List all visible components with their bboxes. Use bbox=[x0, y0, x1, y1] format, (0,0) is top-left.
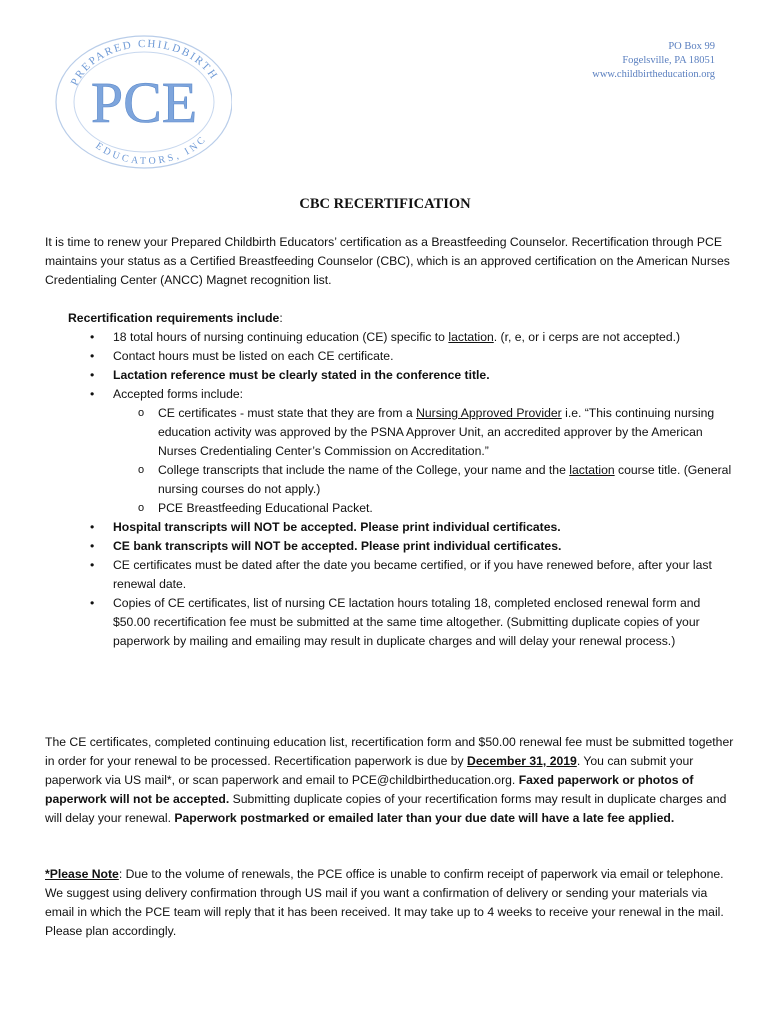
lactation-underlined: lactation bbox=[569, 463, 615, 477]
intro-paragraph: It is time to renew your Prepared Childbirth Educators’ certification as a Breastfeeding Counselor. Recertification through PCE maintains your status as a Certified Breastfeeding Counselor (CBC), which is an approved certification on the American Nurses Credentialing Center (ANCC) Magnet recognition list. bbox=[45, 235, 730, 287]
requirement-text: Hospital transcripts will NOT be accepted. Please print individual certificates. bbox=[113, 520, 561, 534]
accepted-forms-list bbox=[113, 404, 738, 518]
nursing-approved-provider-underlined: Nursing Approved Provider bbox=[416, 406, 562, 420]
requirement-item bbox=[68, 556, 738, 594]
accepted-form-item bbox=[113, 461, 738, 499]
pce-logo-graphic bbox=[52, 30, 232, 170]
accepted-form-text: course title. (General nursing courses do not apply.) bbox=[158, 463, 732, 496]
requirement-item bbox=[68, 347, 738, 366]
pce-logo bbox=[52, 30, 232, 170]
address-line-website: www.childbirtheducation.org bbox=[592, 69, 715, 80]
requirement-item bbox=[68, 518, 738, 537]
requirement-text: . (r, e, or i cerps are not accepted.) bbox=[493, 330, 681, 344]
accepted-form-text: College transcripts that include the name of the College, your name and the bbox=[158, 463, 570, 477]
note-text: : Due to the volume of renewals, the PCE office is unable to confirm receipt of paperwork via email or telephone. We suggest using delivery confirmation through US mail if you want a confirmation of delivery or sending your materials via email in which the PCE team will reply that it has been received. It may take up to 4 weeks to receive your renewal in the mail. Please plan accordingly. bbox=[45, 867, 724, 938]
late-fee-warning: Paperwork postmarked or emailed later than your due date will have a late fee applied. bbox=[174, 811, 675, 825]
note-label: *Please Note bbox=[45, 867, 119, 881]
requirements-heading-colon: : bbox=[279, 311, 283, 325]
address-line-city: Fogelsville, PA 18051 bbox=[622, 55, 715, 66]
fax-warning: Faxed paperwork or photos of paperwork will not be accepted. bbox=[45, 773, 694, 806]
accepted-form-text: PCE Breastfeeding Educational Packet. bbox=[158, 501, 373, 515]
accepted-form-item bbox=[113, 499, 738, 518]
requirements-list bbox=[68, 328, 738, 651]
address-block bbox=[592, 40, 715, 82]
requirement-item bbox=[68, 537, 738, 556]
submission-text: Submitting duplicate copies of your recertification forms may result in duplicate charges and will delay your renewal. bbox=[45, 792, 727, 825]
requirement-text: Lactation reference must be clearly stated in the conference title. bbox=[113, 368, 490, 382]
submission-paragraph bbox=[45, 733, 735, 828]
address-line-po-box: PO Box 99 bbox=[668, 41, 715, 52]
accepted-form-item bbox=[113, 404, 738, 461]
requirement-item bbox=[68, 366, 738, 385]
lactation-underlined: lactation bbox=[448, 330, 494, 344]
page-title: CBC RECERTIFICATION bbox=[299, 196, 471, 212]
requirement-text: CE bank transcripts will NOT be accepted. Please print individual certificates. bbox=[113, 539, 562, 553]
requirement-text: Copies of CE certificates, list of nursing CE lactation hours totaling 18, completed enclosed renewal form and $50.00 recertification fee must be submitted at the same time altogether. (Submitting duplicate copies of your paperwork by mailing and emailing may result in duplicate charges and will delay your renewal process.) bbox=[113, 596, 701, 648]
requirements-heading bbox=[68, 309, 738, 328]
submission-text: . You can submit your paperwork via US mail*, or scan paperwork and email to PCE@childbirtheducation.org. bbox=[45, 754, 694, 787]
requirement-text: Accepted forms include: bbox=[113, 387, 244, 401]
logo-arc-top: PREPARED CHILDBIRTH bbox=[68, 37, 221, 88]
requirement-item bbox=[68, 328, 738, 347]
accepted-form-text: CE certificates - must state that they are from a bbox=[158, 406, 417, 420]
accepted-form-text: i.e. “This continuing nursing education activity was approved by the PSNA Approver Unit, an accredited approver by the American Nurses Credentialing Center’s Commission on Accreditation.” bbox=[158, 406, 715, 458]
requirements-heading-text: Recertification requirements include bbox=[68, 311, 280, 325]
requirement-text: 18 total hours of nursing continuing education (CE) specific to bbox=[113, 330, 449, 344]
requirement-item bbox=[68, 385, 738, 518]
logo-arc-bottom: EDUCATORS, INC bbox=[93, 133, 210, 168]
requirements-section bbox=[68, 309, 738, 651]
requirement-text: Contact hours must be listed on each CE certificate. bbox=[113, 349, 394, 363]
requirement-text: CE certificates must be dated after the date you became certified, or if you have renewed before, after your last renewal date. bbox=[113, 558, 712, 591]
note-paragraph bbox=[45, 865, 735, 941]
requirement-item bbox=[68, 594, 738, 651]
logo-main-text: PCE bbox=[90, 70, 198, 135]
submission-text: The CE certificates, completed continuing education list, recertification form and $50.00 renewal fee must be submitted together in order for your renewal to be processed. Recertification paperwork is due by bbox=[45, 735, 734, 768]
due-date: December 31, 2019 bbox=[467, 754, 577, 768]
